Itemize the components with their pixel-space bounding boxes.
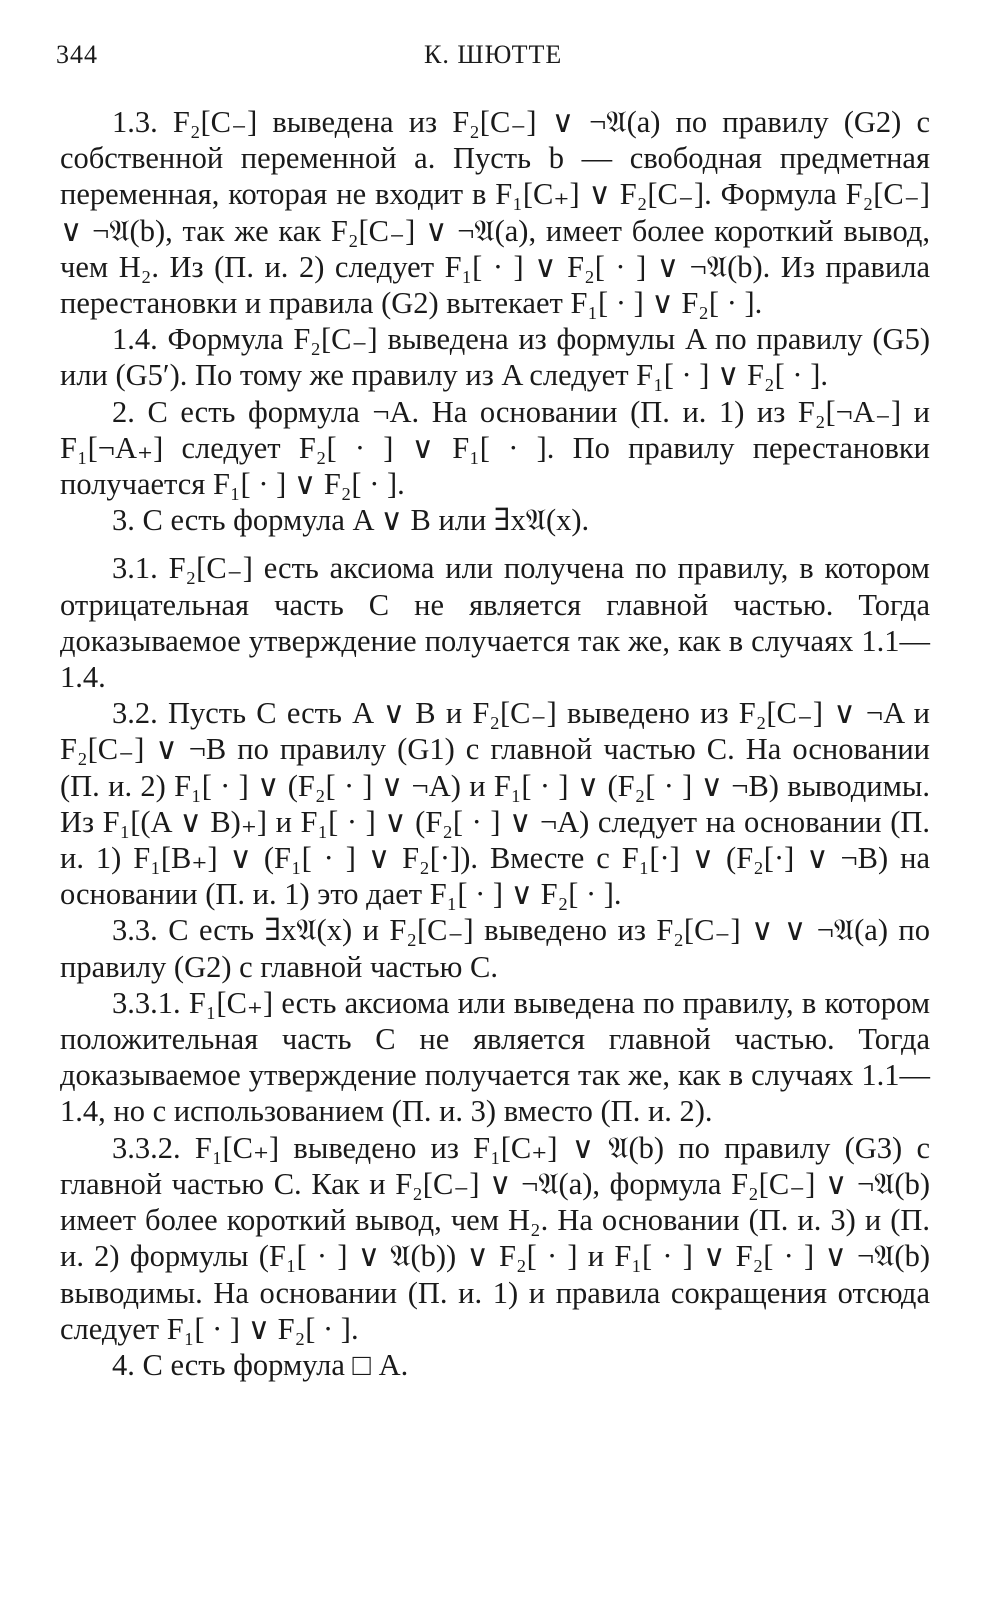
paragraph-3-3-2: 3.3.2. F₁[C₊] выведено из F₁[C₊] ∨ 𝔄(b) по правилу (G3) с главной частью C. Как и F₂[C₋] ∨ ¬𝔄(a), формула F₂[C₋] ∨ ¬𝔄(b) имеет более короткий вывод, чем H₂. На основании (П. и. 3) и (П. и. 2) формулы (F₁[ · ] ∨ 𝔄(b)) ∨ F₂[ · ] и F₁[ · ] ∨ F₂[ · ] ∨ ¬𝔄(b) выводимы. На основании (П. и. 1) и правила сокращения отсюда следует F₁[ · ] ∨ F₂[ · ]. [60,1130,930,1346]
running-head: К. ШЮТТЕ [424,40,563,69]
paragraph-4: 4. C есть формула □ A. [112,1347,409,1382]
paragraph-3-1: 3.1. F₂[C₋] есть аксиома или получена по правилу, в котором отрицательная часть C не является главной частью. Тогда доказываемое утверждение получается так же, как в случаях 1.1—1.4. [60,551,930,695]
page-number: 344 [56,40,98,69]
paragraph-3-3-1: 3.3.1. F₁[C₊] есть аксиома или выведена по правилу, в котором положительная часть C не является главной частью. Тогда доказываемое утверждение получается так же, как в случаях 1.1—1.4, но с использованием (П. и. 3) вместо (П. и. 2). [60,985,930,1129]
paragraph-3: 3. C есть формула A ∨ B или ∃x𝔄(x). [112,503,590,538]
paragraph-1-4: 1.4. Формула F₂[C₋] выведена из формулы A по правилу (G5) или (G5′). По тому же правилу из A следует F₁[ · ] ∨ F₂[ · ]. [60,322,930,393]
paragraph-2: 2. C есть формула ¬A. На основании (П. и. 1) из F₂[¬A₋] и F₁[¬A₊] следует F₂[ · ] ∨ F₁[ · ]. По правилу перестановки получается F₁[ · ] ∨ F₂[ · ]. [60,394,930,502]
page-body [60,104,930,1383]
paragraph-1-3: 1.3. F₂[C₋] выведена из F₂[C₋] ∨ ¬𝔄(a) по правилу (G2) с собственной переменной a. Пусть b — свободная предметная переменная, которая не входит в F₁[C₊] ∨ F₂[C₋]. Формула F₂[C₋] ∨ ¬𝔄(b), так же как F₂[C₋] ∨ ¬𝔄(a), имеет более короткий вывод, чем H₂. Из (П. и. 2) следует F₁[ · ] ∨ F₂[ · ] ∨ ¬𝔄(b). Из правила перестановки и правила (G2) вытекает F₁[ · ] ∨ F₂[ · ]. [60,105,930,321]
paragraph-3-2: 3.2. Пусть C есть A ∨ B и F₂[C₋] выведено из F₂[C₋] ∨ ¬A и F₂[C₋] ∨ ¬B по правилу (G1) с главной частью C. На основании (П. и. 2) F₁[ · ] ∨ (F₂[ · ] ∨ ¬A) и F₁[ · ] ∨ (F₂[ · ] ∨ ¬B) выводимы. Из F₁[(A ∨ B)₊] и F₁[ · ] ∨ (F₂[ · ] ∨ ¬A) следует на основании (П. и. 1) F₁[B₊] ∨ (F₁[ · ] ∨ F₂[·]). Вместе с F₁[·] ∨ (F₂[·] ∨ ¬B) на основании (П. и. 1) это дает F₁[ · ] ∨ F₂[ · ]. [60,696,930,912]
paragraph-3-3: 3.3. C есть ∃x𝔄(x) и F₂[C₋] выведено из F₂[C₋] ∨ ∨ ¬𝔄(a) по правилу (G2) с главной частью C. [60,913,930,984]
